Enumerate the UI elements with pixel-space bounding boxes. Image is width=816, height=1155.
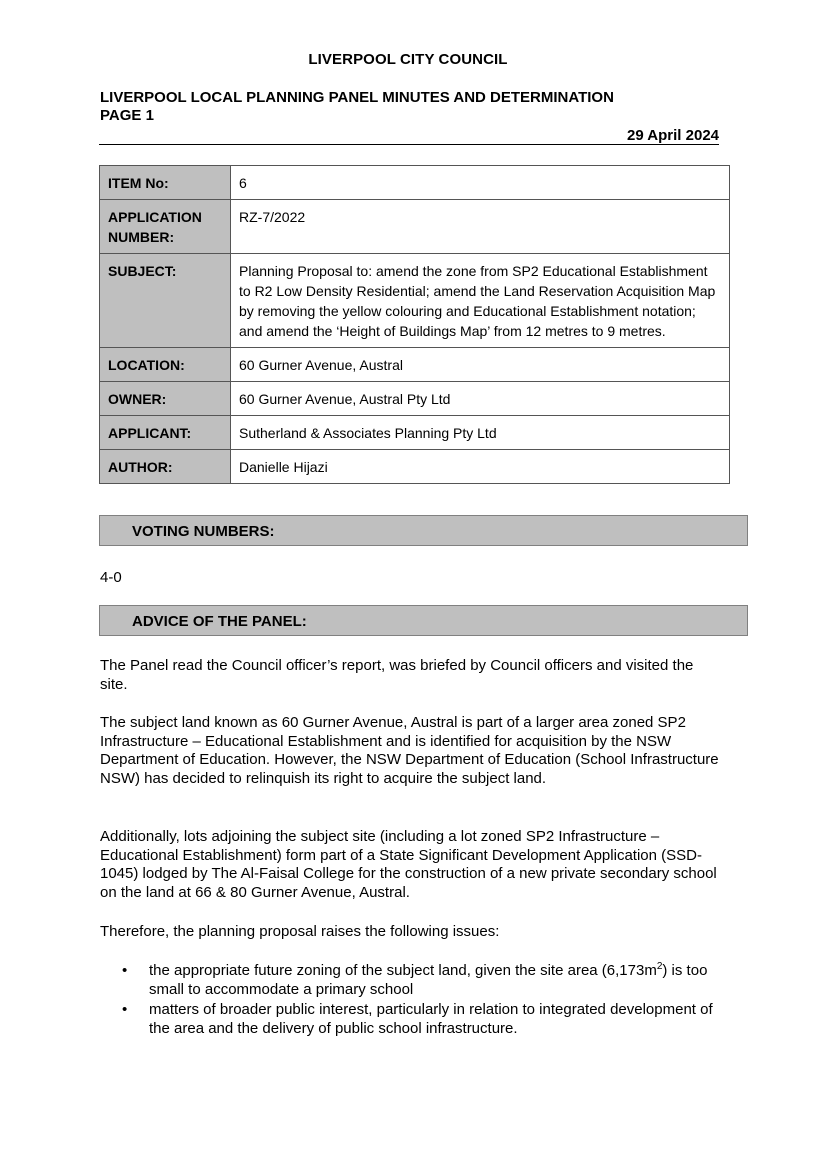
voting-numbers-section-bar <box>99 515 748 546</box>
application-number-label: APPLICATION NUMBER: <box>100 200 231 254</box>
list-item <box>100 1001 730 1038</box>
author-label: AUTHOR: <box>100 450 231 484</box>
issue-1-text-end: ) is too small to accommodate a primary school <box>149 962 708 998</box>
applicant-value: Sutherland & Associates Planning Pty Ltd <box>231 416 730 450</box>
advice-heading: ADVICE OF THE PANEL: <box>132 613 307 630</box>
advice-section-bar <box>99 605 748 636</box>
list-item <box>100 962 730 999</box>
bullet-icon: • <box>122 962 128 979</box>
item-no-value: 6 <box>231 166 730 200</box>
table-row <box>100 450 730 484</box>
owner-label: OWNER: <box>100 382 231 416</box>
council-name: LIVERPOOL CITY COUNCIL <box>308 51 508 68</box>
heading-title: LIVERPOOL LOCAL PLANNING PANEL MINUTES AND DETERMINATION <box>100 89 614 106</box>
subject-label: SUBJECT: <box>100 254 231 348</box>
issues-list <box>100 962 730 1040</box>
page-heading <box>100 89 700 125</box>
advice-paragraph-3: Additionally, lots adjoining the subject site (including a lot zoned SP2 Infrastructure – Educational Establishment) form part of a State Significant Development Application (SSD-1045) lodged by The Al-Faisal College for the construction of a new private secondary school on the land at 66 & 80 Gurner Avenue, Austral. <box>100 828 717 901</box>
table-row <box>100 416 730 450</box>
table-row <box>100 166 730 200</box>
voting-result: 4-0 <box>100 569 122 586</box>
application-number-value: RZ-7/2022 <box>231 200 730 254</box>
applicant-label: APPLICANT: <box>100 416 231 450</box>
issue-1-superscript: 2 <box>656 961 663 972</box>
advice-paragraph-2: The subject land known as 60 Gurner Avenue, Austral is part of a larger area zoned SP2 Infrastructure – Educational Establishment and is identified for acquisition by the NSW Department of Education. However, the NSW Department of Education (School Infrastructure NSW) has decided to relinquish its right to acquire the subject land. <box>100 714 719 787</box>
heading-page-number: PAGE 1 <box>100 107 154 124</box>
advice-paragraph-4: Therefore, the planning proposal raises the following issues: <box>100 923 500 940</box>
bullet-icon: • <box>122 1001 128 1018</box>
advice-paragraph-1: The Panel read the Council officer’s report, was briefed by Council officers and visited the site. <box>100 657 694 693</box>
heading-rule <box>99 144 719 145</box>
voting-numbers-heading: VOTING NUMBERS: <box>132 523 275 540</box>
owner-value: 60 Gurner Avenue, Austral Pty Ltd <box>231 382 730 416</box>
location-value: 60 Gurner Avenue, Austral <box>231 348 730 382</box>
issue-1-text-start: the appropriate future zoning of the subject land, given the site area (6,173m <box>149 962 657 979</box>
subject-value: Planning Proposal to: amend the zone from SP2 Educational Establishment to R2 Low Density Residential; amend the Land Reservation Acquisition Map by removing the yellow colouring and Educational Establishment notation; and amend the ‘Height of Buildings Map’ from 12 metres to 9 metres. <box>231 254 730 348</box>
table-row <box>100 348 730 382</box>
table-row <box>100 200 730 254</box>
meeting-date: 29 April 2024 <box>627 127 719 144</box>
location-label: LOCATION: <box>100 348 231 382</box>
issue-2-text: matters of broader public interest, particularly in relation to integrated development of the area and the delivery of public school infrastructure. <box>149 1001 713 1037</box>
item-no-label: ITEM No: <box>100 166 231 200</box>
author-value: Danielle Hijazi <box>231 450 730 484</box>
table-row <box>100 382 730 416</box>
table-row <box>100 254 730 348</box>
application-info-table <box>99 165 730 484</box>
